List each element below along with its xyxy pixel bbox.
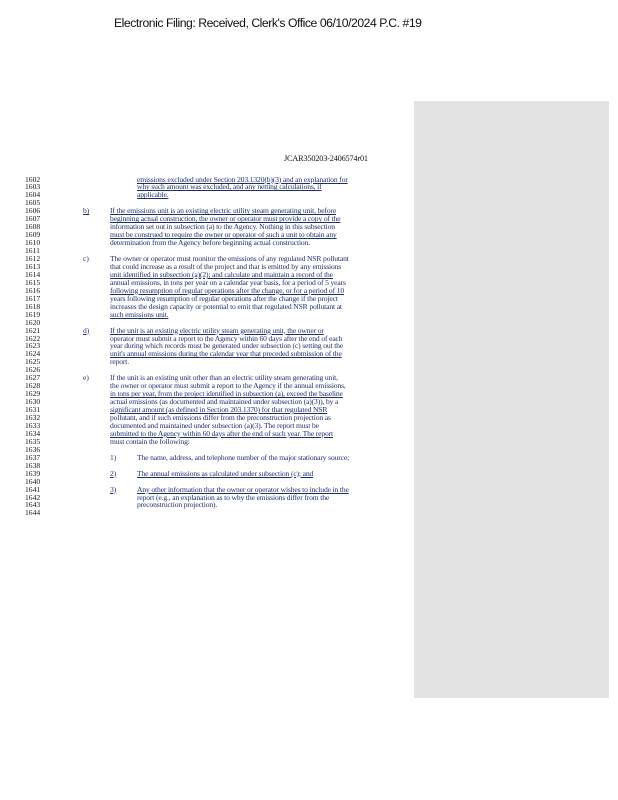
line-number: 1616 bbox=[25, 285, 41, 295]
line-number: 1619 bbox=[25, 309, 41, 319]
text-line: the owner or operator must submit a report to the Agency if the annual emissions, bbox=[110, 381, 346, 391]
line-number: 1602 bbox=[25, 174, 41, 184]
line-number: 1607 bbox=[25, 214, 41, 224]
text-line: The name, address, and telephone number of the major stationary source; bbox=[137, 452, 350, 462]
line-number: 1613 bbox=[25, 261, 41, 271]
paragraph-label: b) bbox=[83, 206, 90, 216]
line-number: 1643 bbox=[25, 500, 41, 510]
text-line: submitted to the Agency within 60 days after the end of such year. The report bbox=[110, 428, 334, 438]
line-number: 1639 bbox=[25, 468, 41, 478]
filing-stamp: Electronic Filing: Received, Clerk's Office 06/10/2024 P.C. #19 bbox=[114, 16, 422, 30]
line-number: 1635 bbox=[25, 436, 41, 446]
text-line: emissions excluded under Section 203.1320(b)(3) and an explanation for bbox=[137, 174, 348, 184]
line-number: 1636 bbox=[25, 444, 41, 454]
text-line: following resumption of regular operations after the change, or for a period of 10 bbox=[110, 285, 344, 295]
text-line: Any other information that the owner or operator wishes to include in the bbox=[137, 484, 349, 494]
text-line: annual emissions, in tons per year on a calendar year basis, for a period of 5 years bbox=[110, 277, 346, 287]
text-line: operator must submit a report to the Agency within 60 days after the end of each bbox=[110, 333, 343, 343]
line-number: 1629 bbox=[25, 389, 41, 399]
line-number: 1633 bbox=[25, 420, 41, 430]
line-number: 1627 bbox=[25, 373, 41, 383]
line-number: 1623 bbox=[25, 341, 41, 351]
text-line: unit identified in subsection (a)(2); and calculate and maintain a record of the bbox=[110, 269, 333, 279]
line-number: 1625 bbox=[25, 357, 41, 367]
text-line: in tons per year, from the project identified in subsection (a), exceed the baseline bbox=[110, 389, 343, 399]
text-line: determination from the Agency before beginning actual construction. bbox=[110, 238, 310, 248]
text-line: must be construed to require the owner or operator of such a unit to obtain any bbox=[110, 230, 337, 240]
paragraph-label: 2) bbox=[110, 468, 117, 478]
text-line: If the unit is an existing electric utility steam generating unit, the owner or bbox=[110, 325, 324, 335]
text-line: must contain the following: bbox=[110, 436, 190, 446]
line-number: 1641 bbox=[25, 484, 41, 494]
line-number: 1620 bbox=[25, 317, 41, 327]
paragraph-label: c) bbox=[83, 254, 89, 263]
line-number: 1614 bbox=[25, 269, 41, 279]
line-number: 1642 bbox=[25, 492, 41, 502]
line-number: 1612 bbox=[25, 254, 41, 263]
line-number: 1604 bbox=[25, 190, 41, 200]
line-number: 1628 bbox=[25, 381, 41, 391]
text-line: unit's annual emissions during the calendar year that preceded submission of the bbox=[110, 349, 342, 359]
line-number: 1621 bbox=[25, 325, 41, 335]
text-line: If the unit is an existing unit other than an electric utility steam generating unit, bbox=[110, 373, 338, 383]
line-number: 1608 bbox=[25, 222, 41, 232]
text-line: significant amount (as defined in Section 203.1370) for that regulated NSR bbox=[110, 405, 328, 415]
line-number: 1644 bbox=[25, 508, 41, 518]
paragraph-label: 1) bbox=[110, 452, 117, 462]
text-line: The annual emissions as calculated under subsection (c); and bbox=[137, 468, 314, 478]
line-number: 1610 bbox=[25, 238, 41, 248]
paragraph-label: e) bbox=[83, 373, 89, 383]
line-number: 1603 bbox=[25, 182, 41, 192]
line-number: 1611 bbox=[25, 246, 40, 256]
text-line: applicable. bbox=[137, 190, 169, 200]
document-id: JCAR350203-2406574r01 bbox=[284, 154, 368, 163]
text-line: year during which records must be generated under subsection (c) setting out the bbox=[110, 341, 344, 351]
line-number: 1630 bbox=[25, 397, 41, 407]
text-line: pollutant, and if such emissions differ from the preconstruction projection as bbox=[110, 413, 331, 422]
text-line: report (e.g., an explanation as to why the emissions differ from the bbox=[137, 492, 330, 502]
line-number: 1626 bbox=[25, 365, 41, 375]
paragraph-label: 3) bbox=[110, 484, 117, 494]
line-number: 1634 bbox=[25, 428, 41, 438]
line-number: 1631 bbox=[25, 405, 41, 415]
line-number: 1617 bbox=[25, 293, 41, 303]
text-line: why such amount was excluded, and any netting calculations, if bbox=[137, 182, 322, 192]
paragraph-label: d) bbox=[83, 325, 90, 335]
text-line: years following resumption of regular operations after the change if the project bbox=[110, 293, 338, 303]
line-number: 1622 bbox=[25, 333, 41, 343]
line-number: 1638 bbox=[25, 460, 41, 470]
line-number: 1624 bbox=[25, 349, 41, 359]
text-line: increases the design capacity or potential to emit that regulated NSR pollutant at bbox=[110, 301, 342, 311]
text-line: such emissions unit. bbox=[110, 309, 169, 319]
text-line: beginning actual construction, the owner or operator must provide a copy of the bbox=[110, 214, 341, 224]
line-number: 1609 bbox=[25, 230, 41, 240]
line-number: 1640 bbox=[25, 476, 41, 486]
text-line: preconstruction projection). bbox=[137, 500, 218, 510]
text-line: If the emissions unit is an existing electric utility steam generating unit, before bbox=[110, 206, 337, 216]
text-line: actual emissions (as documented and maintained under subsection (a)(3)), by a bbox=[110, 397, 339, 407]
line-number: 1632 bbox=[25, 413, 41, 422]
text-line: The owner or operator must monitor the emissions of any regulated NSR pollutant bbox=[110, 254, 349, 263]
line-number: 1605 bbox=[25, 198, 41, 208]
line-number: 1606 bbox=[25, 206, 41, 216]
line-number: 1615 bbox=[25, 277, 41, 287]
text-line: report. bbox=[110, 357, 129, 367]
comment-pane bbox=[414, 101, 609, 698]
text-line: documented and maintained under subsection (a)(3). The report must be bbox=[110, 420, 319, 430]
text-line: information set out in subsection (a) to the Agency. Nothing in this subsection bbox=[110, 222, 335, 232]
line-number: 1637 bbox=[25, 452, 41, 462]
line-number: 1618 bbox=[25, 301, 41, 311]
text-line: that could increase as a result of the project and that is emitted by any emissions bbox=[110, 261, 342, 271]
